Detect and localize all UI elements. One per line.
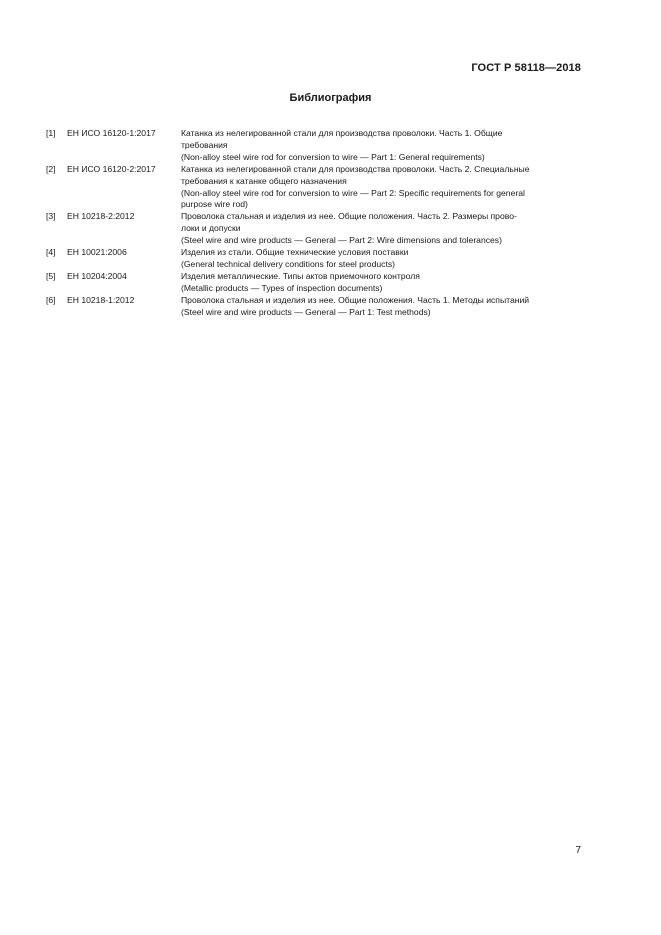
entry-number: [3] — [46, 211, 56, 222]
entry-description — [181, 247, 583, 271]
entry-description — [181, 295, 583, 319]
page-number: 7 — [575, 845, 581, 856]
entry-line: локи и допуски — [181, 223, 241, 234]
entry-number: [2] — [46, 163, 56, 174]
section-title: Библиография — [289, 92, 372, 104]
entry-number: [5] — [46, 270, 56, 281]
bibliography-entry — [46, 128, 583, 164]
entry-standard-code: ЕН ИСО 16120-2:2017 — [67, 163, 156, 174]
entry-line: Проволока стальная и изделия из нее. Общие положения. Часть 1. Методы испытаний — [181, 294, 530, 305]
entry-description — [181, 271, 583, 295]
entry-line: (Metallic products — Types of inspection documents) — [181, 282, 383, 293]
entry-standard-code: ЕН 10218-2:2012 — [67, 211, 135, 222]
bibliography-entry — [46, 247, 583, 271]
entry-line: (Non-alloy steel wire rod for conversion to wire — Part 2: Specific requirements for general — [181, 187, 525, 198]
bibliography-entry — [46, 211, 583, 247]
entry-line: Изделия металлические. Типы актов приемочного контроля — [181, 270, 420, 281]
entry-line: Изделия из стали. Общие технические условия поставки — [181, 247, 409, 258]
entry-line: Катанка из нелегированной стали для производства проволоки. Часть 2. Специальные — [181, 163, 530, 174]
entry-description — [181, 128, 583, 164]
bibliography-list — [46, 128, 583, 319]
entry-number: [4] — [46, 247, 56, 258]
entry-line: (Steel wire and wire products — General — Part 1: Test methods) — [181, 306, 431, 317]
bibliography-entry — [46, 295, 583, 319]
entry-standard-code: ЕН 10021:2006 — [67, 247, 127, 258]
entry-line: Катанка из нелегированной стали для производства проволоки. Часть 1. Общие — [181, 128, 503, 138]
entry-line: (Non-alloy steel wire rod for conversion to wire — Part 1: General requirements) — [181, 151, 485, 162]
entry-description — [181, 164, 583, 212]
entry-line: purpose wire rod) — [181, 199, 248, 210]
bibliography-entry — [46, 271, 583, 295]
entry-number: [6] — [46, 294, 56, 305]
entry-line: (General technical delivery conditions for steel products) — [181, 258, 395, 269]
entry-description — [181, 211, 583, 247]
entry-standard-code: ЕН 10204:2004 — [67, 270, 127, 281]
entry-standard-code: ЕН ИСО 16120-1:2017 — [67, 128, 156, 138]
document-code: ГОСТ Р 58118—2018 — [471, 62, 581, 74]
entry-line: Проволока стальная и изделия из нее. Общие положения. Часть 2. Размеры прово- — [181, 211, 517, 222]
entry-number: [1] — [46, 128, 56, 138]
entry-line: (Steel wire and wire products — General — Part 2: Wire dimensions and tolerances) — [181, 235, 502, 246]
entry-standard-code: ЕН 10218-1:2012 — [67, 294, 135, 305]
entry-line: требования — [181, 139, 228, 150]
entry-line: требования к катанке общего назначения — [181, 175, 347, 186]
bibliography-entry — [46, 164, 583, 212]
